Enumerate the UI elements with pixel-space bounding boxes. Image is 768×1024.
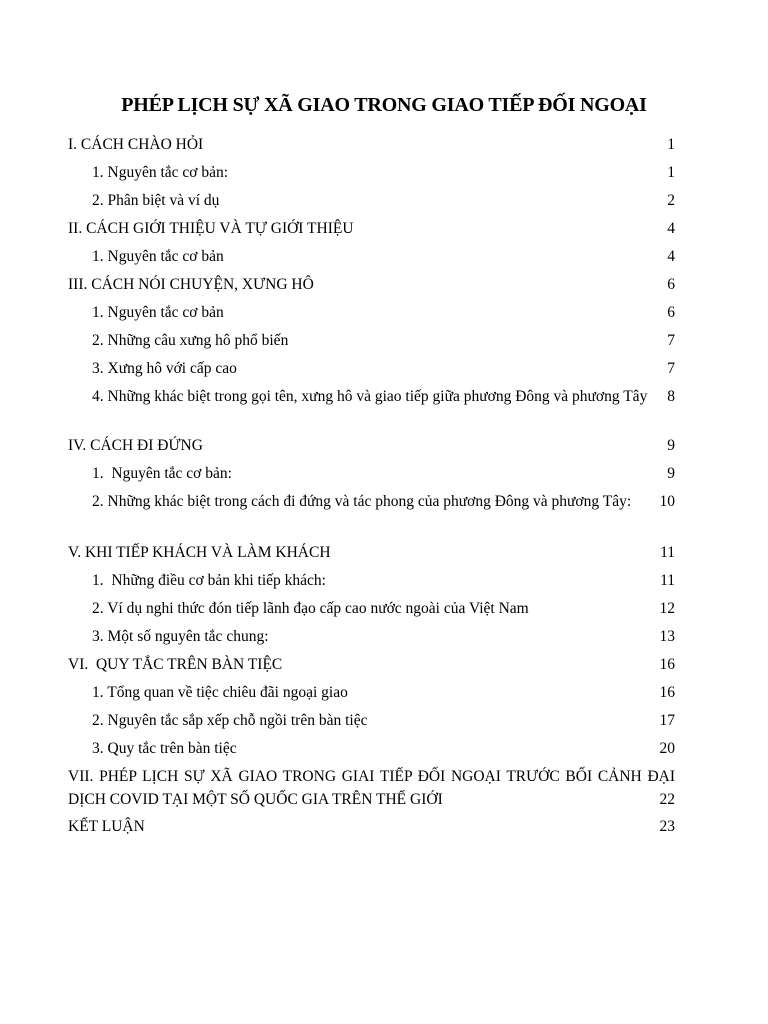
toc-entry-label: 3. Xưng hô với cấp cao xyxy=(92,360,237,377)
toc-entry-label: 1. Tổng quan về tiệc chiêu đãi ngoại giao xyxy=(92,684,348,701)
toc-entry-subsection[interactable] xyxy=(92,462,675,485)
toc-page-number: 13 xyxy=(659,628,675,645)
toc-entry-label: 1. Nguyên tắc cơ bản: xyxy=(92,465,232,482)
toc-page-number: 12 xyxy=(659,600,675,617)
toc-page-number: 1 xyxy=(667,164,675,181)
toc-entry-subsection[interactable] xyxy=(92,737,675,760)
toc-entry-subsection[interactable] xyxy=(92,245,675,268)
toc-entry-label: 2. Ví dụ nghi thức đón tiếp lãnh đạo cấp cao nước ngoài của Việt Nam xyxy=(92,600,529,617)
toc-entry-label: 4. Những khác biệt trong gọi tên, xưng hô và giao tiếp giữa phương Đông và phương Tây xyxy=(92,388,648,405)
toc-entry-section-2[interactable] xyxy=(68,217,675,240)
toc-entry-label: 1. Nguyên tắc cơ bản: xyxy=(92,164,229,181)
toc-page-number: 4 xyxy=(667,248,675,265)
toc-entry-label: V. KHI TIẾP KHÁCH VÀ LÀM KHÁCH xyxy=(68,544,331,561)
toc-page-number: 1 xyxy=(667,136,675,153)
toc-entry-section-4[interactable] xyxy=(68,434,675,457)
toc-entry-subsection[interactable] xyxy=(92,329,675,352)
toc-entry-subsection[interactable] xyxy=(92,490,675,513)
toc-entry-subsection[interactable] xyxy=(92,681,675,704)
toc-entry-label: I. CÁCH CHÀO HỎI xyxy=(68,136,204,153)
toc-page-number: 16 xyxy=(659,684,675,701)
toc-entry-section-6[interactable] xyxy=(68,653,675,676)
toc-entry-label: VII. PHÉP LỊCH SỰ XÃ GIAO TRONG GIAI TIẾP ĐỐI NGOẠI TRƯỚC BỐI CẢNH ĐẠI DỊCH COVID TẠI MỘT SỐ QUỐC GIA TRÊN THẾ GIỚI xyxy=(68,768,675,808)
toc-entry-section-7[interactable] xyxy=(68,765,675,811)
toc-page-number: 9 xyxy=(667,437,675,454)
toc-entry-label: 1. Nguyên tắc cơ bản xyxy=(92,248,224,265)
toc-entry-label: IV. CÁCH ĐI ĐỨNG xyxy=(68,437,203,454)
document-title: PHÉP LỊCH SỰ XÃ GIAO TRONG GIAO TIẾP ĐỐI NGOẠI xyxy=(121,94,647,116)
toc-entry-label: 1. Những điều cơ bản khi tiếp khách: xyxy=(92,572,326,589)
toc-entry-conclusion[interactable] xyxy=(68,815,675,838)
toc-entry-subsection[interactable] xyxy=(92,569,675,592)
toc-page-number: 10 xyxy=(659,493,675,510)
toc-page-number: 4 xyxy=(667,220,675,237)
toc-entry-subsection[interactable] xyxy=(92,385,675,408)
toc-entry-label: KẾT LUẬN xyxy=(68,818,145,835)
toc-entry-subsection[interactable] xyxy=(92,357,675,380)
toc-page-number: 7 xyxy=(667,360,675,377)
toc-entry-label: 2. Nguyên tắc sắp xếp chỗ ngồi trên bàn tiệc xyxy=(92,712,368,729)
toc-entry-subsection[interactable] xyxy=(92,625,675,648)
toc-page-number: 9 xyxy=(667,465,675,482)
toc-page-number: 7 xyxy=(667,332,675,349)
toc-entry-subsection[interactable] xyxy=(92,709,675,732)
toc-entry-subsection[interactable] xyxy=(92,161,675,184)
toc-entry-label: 2. Những khác biệt trong cách đi đứng và tác phong của phương Đông và phương Tây: xyxy=(92,493,632,510)
toc-entry-label: II. CÁCH GIỚI THIỆU VÀ TỰ GIỚI THIỆU xyxy=(68,220,354,237)
toc-entry-section-1[interactable] xyxy=(68,133,675,156)
toc-entry-label: VI. QUY TẮC TRÊN BÀN TIỆC xyxy=(68,656,283,673)
toc-page-number: 11 xyxy=(660,544,675,561)
toc-page-number: 8 xyxy=(667,388,675,405)
toc-entry-label: 1. Nguyên tắc cơ bản xyxy=(92,304,224,321)
toc-page-number: 20 xyxy=(659,740,675,757)
toc-entry-label: 3. Quy tắc trên bàn tiệc xyxy=(92,740,237,757)
toc-entry-subsection[interactable] xyxy=(92,301,675,324)
toc-page-number: 23 xyxy=(659,818,675,835)
toc-entry-subsection[interactable] xyxy=(92,189,675,212)
toc-page-number: 17 xyxy=(659,712,675,729)
toc-page-number: 11 xyxy=(660,572,675,589)
toc-entry-section-5[interactable] xyxy=(68,541,675,564)
toc-page-number: 22 xyxy=(659,791,675,808)
toc-entry-subsection[interactable] xyxy=(92,597,675,620)
toc-page-number: 6 xyxy=(667,304,675,321)
toc-page-number: 16 xyxy=(659,656,675,673)
toc-entry-label: 2. Những câu xưng hô phổ biến xyxy=(92,332,289,349)
toc-entry-label: 2. Phân biệt và ví dụ xyxy=(92,192,220,209)
toc-entry-label: 3. Một số nguyên tắc chung: xyxy=(92,628,269,645)
toc-entry-section-3[interactable] xyxy=(68,273,675,296)
toc-page-number: 6 xyxy=(667,276,675,293)
toc-entry-label: III. CÁCH NÓI CHUYỆN, XƯNG HÔ xyxy=(68,276,314,293)
toc-page-number: 2 xyxy=(667,192,675,209)
